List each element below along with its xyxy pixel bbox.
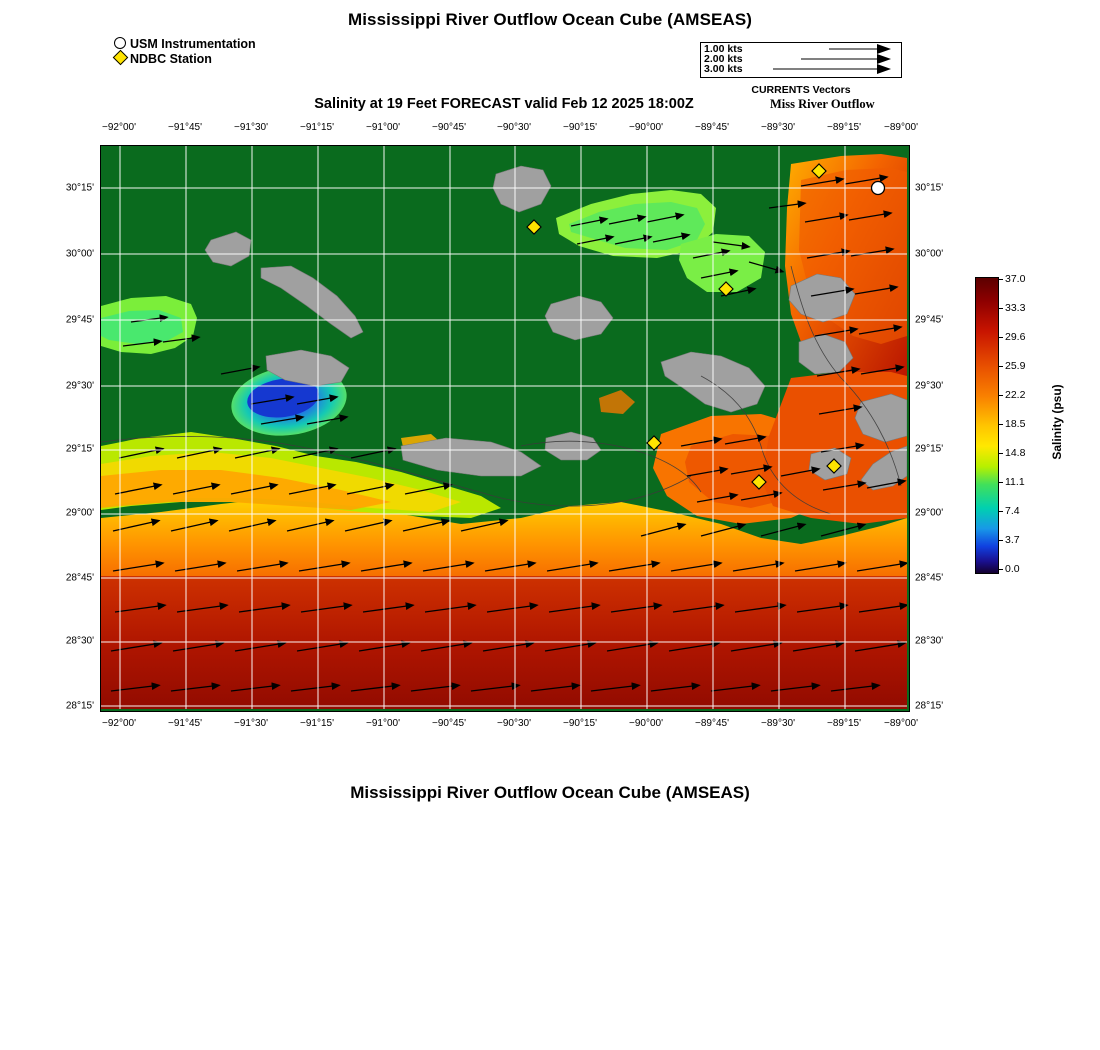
y-tick-right-0: 30°15'	[915, 182, 944, 194]
y-tick-right-1: 30°00'	[915, 248, 944, 260]
x-tick-top-9: −89°45'	[695, 122, 729, 133]
currents-caption: CURRENTS Vectors	[751, 84, 851, 96]
x-tick-top-7: −90°15'	[563, 122, 597, 133]
x-tick-top-4: −91°00'	[366, 122, 400, 133]
page-title: Mississippi River Outflow Ocean Cube (AMSEAS)	[347, 10, 753, 29]
vector-key-label-1: 1.00 kts	[704, 43, 743, 55]
x-tick-top-10: −89°30'	[761, 122, 795, 133]
y-tick-right-6: 28°45'	[915, 572, 944, 584]
map-subtitle: Salinity at 19 Feet FORECAST valid Feb 12 2025 18:00Z	[314, 96, 694, 112]
x-tick-top-12: −89°00'	[884, 122, 918, 133]
x-tick-top-3: −91°15'	[300, 122, 334, 133]
y-tick-left-5: 29°00'	[65, 507, 94, 519]
footer-title: Mississippi River Outflow Ocean Cube (AMSEAS)	[350, 783, 750, 802]
colorbar-tick-3: 25.9	[1005, 360, 1026, 372]
x-tick-bottom-2: −91°30'	[234, 718, 268, 729]
x-tick-top-8: −90°00'	[629, 122, 663, 133]
y-tick-left-7: 28°30'	[65, 635, 94, 647]
y-tick-left-3: 29°30'	[65, 380, 94, 392]
x-tick-bottom-8: −90°00'	[629, 718, 663, 729]
y-tick-left-4: 29°15'	[65, 443, 94, 455]
colorbar	[975, 272, 1085, 582]
x-tick-top-1: −91°45'	[168, 122, 202, 133]
x-tick-top-2: −91°30'	[234, 122, 268, 133]
vector-key-label-3: 3.00 kts	[704, 63, 743, 75]
colorbar-tick-1: 33.3	[1005, 302, 1026, 314]
y-tick-right-2: 29°45'	[915, 314, 944, 326]
x-tick-bottom-0: −92°00'	[102, 718, 136, 729]
legend-label-usm: USM Instrumentation	[130, 37, 256, 51]
x-tick-top-11: −89°15'	[827, 122, 861, 133]
colorbar-tick-9: 3.7	[1005, 534, 1020, 546]
x-tick-top-6: −90°30'	[497, 122, 531, 133]
y-tick-left-0: 30°15'	[65, 182, 94, 194]
x-tick-bottom-11: −89°15'	[827, 718, 861, 729]
colorbar-tick-2: 29.6	[1005, 331, 1026, 343]
y-tick-left-2: 29°45'	[65, 314, 94, 326]
x-tick-bottom-5: −90°45'	[432, 718, 466, 729]
colorbar-gradient	[975, 277, 999, 574]
x-tick-bottom-10: −89°30'	[761, 718, 795, 729]
colorbar-tick-0: 37.0	[1005, 273, 1026, 285]
x-tick-bottom-1: −91°45'	[168, 718, 202, 729]
x-tick-bottom-4: −91°00'	[366, 718, 400, 729]
colorbar-tick-6: 14.8	[1005, 447, 1026, 459]
colorbar-tick-4: 22.2	[1005, 389, 1026, 401]
colorbar-tick-10: 0.0	[1005, 563, 1020, 575]
colorbar-tick-7: 11.1	[1005, 476, 1025, 488]
legend-label-ndbc: NDBC Station	[130, 52, 212, 66]
vector-key-label-2: 2.00 kts	[704, 53, 743, 65]
x-tick-bottom-12: −89°00'	[884, 718, 918, 729]
colorbar-tick-5: 18.5	[1005, 418, 1026, 430]
colorbar-tick-8: 7.4	[1005, 505, 1020, 517]
x-tick-bottom-3: −91°15'	[300, 718, 334, 729]
y-tick-left-6: 28°45'	[65, 572, 94, 584]
colorbar-title: Salinity (psu)	[1050, 384, 1064, 460]
y-tick-right-5: 29°00'	[915, 507, 944, 519]
x-tick-bottom-7: −90°15'	[563, 718, 597, 729]
y-tick-right-8: 28°15'	[915, 700, 944, 712]
x-tick-bottom-6: −90°30'	[497, 718, 531, 729]
x-tick-top-0: −92°00'	[102, 122, 136, 133]
y-tick-left-8: 28°15'	[65, 700, 94, 712]
x-tick-bottom-9: −89°45'	[695, 718, 729, 729]
outflow-annotation: Miss River Outflow	[770, 97, 875, 111]
x-tick-top-5: −90°45'	[432, 122, 466, 133]
y-tick-right-4: 29°15'	[915, 443, 944, 455]
y-tick-right-7: 28°30'	[915, 635, 944, 647]
y-tick-right-3: 29°30'	[915, 380, 944, 392]
y-tick-left-1: 30°00'	[65, 248, 94, 260]
